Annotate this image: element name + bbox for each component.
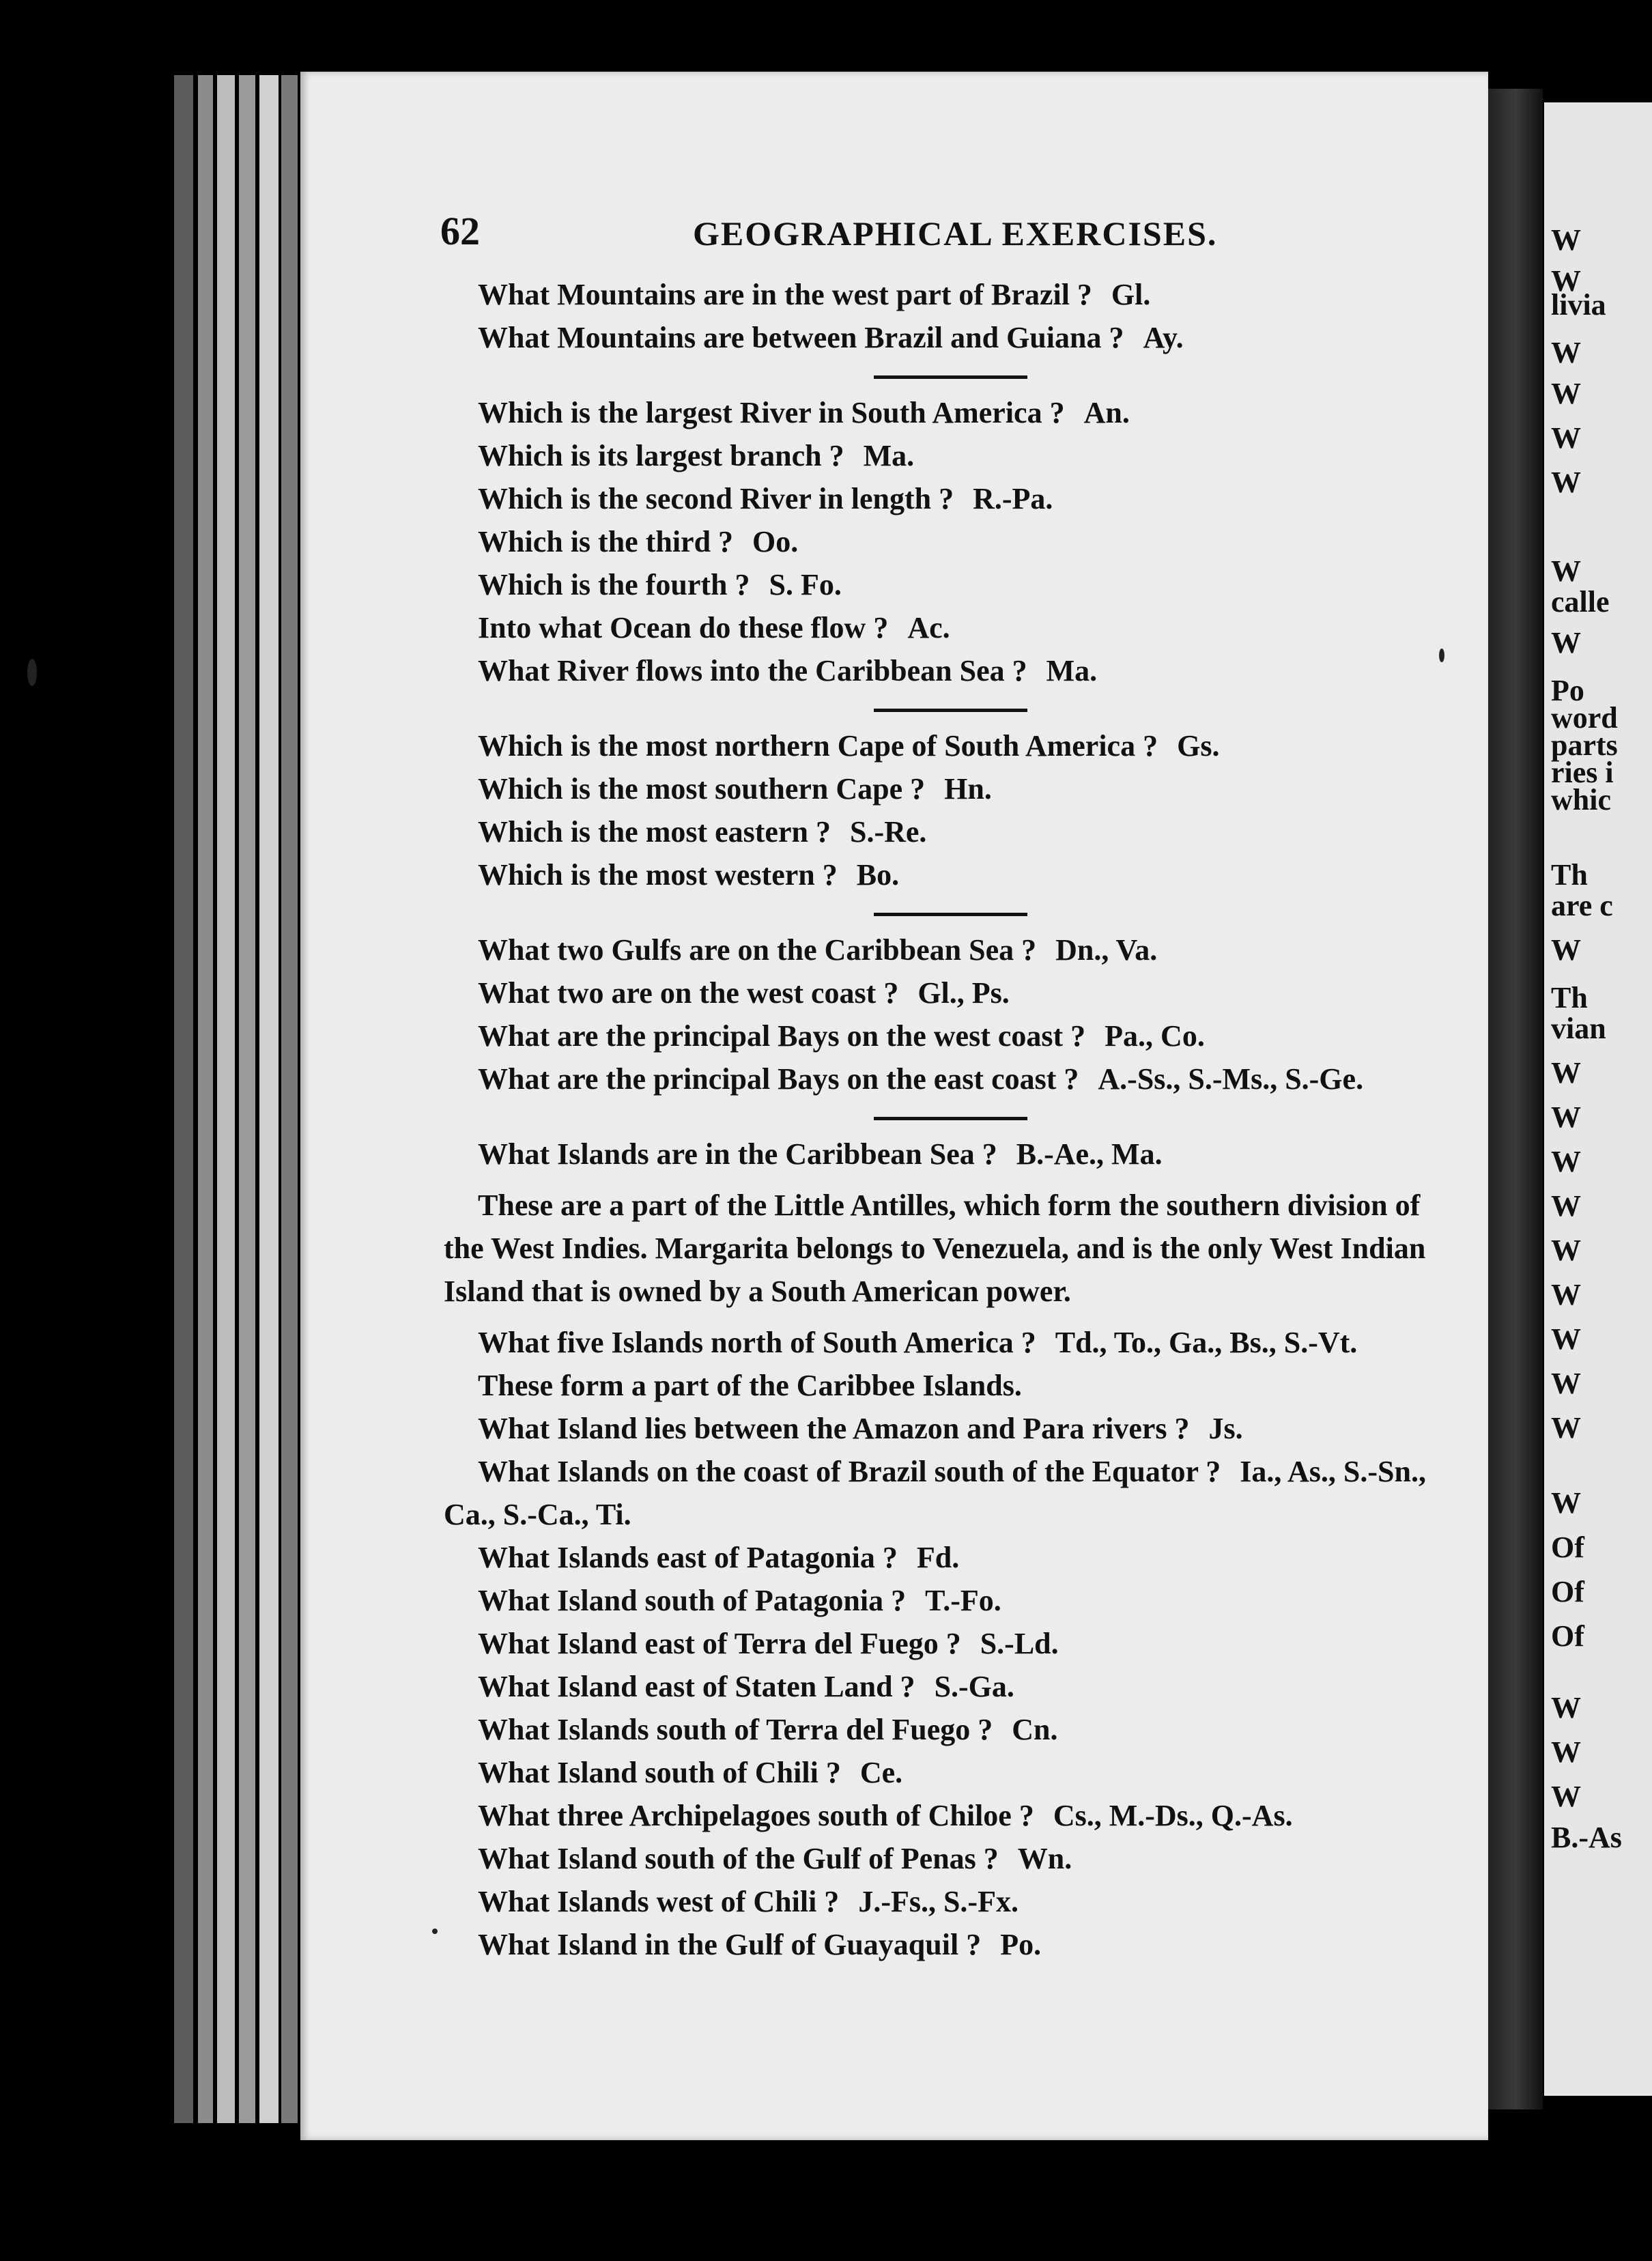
question-text: What Islands east of Patagonia ? [478, 1541, 898, 1574]
next-page-text-fragment: W [1551, 933, 1581, 967]
question-groups [444, 273, 1468, 1100]
answer-text: J.-Fs., S.-Fx. [858, 1885, 1019, 1918]
next-page-text-fragment: W [1551, 1735, 1581, 1769]
question-line [478, 1794, 1468, 1837]
next-page-text-fragment: calle [1551, 585, 1610, 618]
question-text: What Mountains are in the west part of Brazil ? [478, 278, 1092, 311]
question-text: Which is the most northern Cape of South America ? [478, 729, 1158, 763]
answer-text: Ce. [859, 1756, 903, 1789]
next-page-text-fragment: B.-As [1551, 1821, 1622, 1854]
page-edge-strip [174, 75, 193, 2123]
answer-text: Wn. [1017, 1842, 1072, 1875]
question-text: Which is its largest branch ? [478, 439, 844, 472]
next-page-text-fragment: W [1551, 1189, 1581, 1223]
question-line [478, 1923, 1468, 1966]
question-text: What Island in the Gulf of Guayaquil ? [478, 1928, 982, 1961]
next-page-text-fragment: Po [1551, 674, 1584, 707]
answer-text: Gl. [1111, 278, 1151, 311]
question-text: What Islands are in the Caribbean Sea ? [478, 1137, 997, 1171]
next-page-text-fragment: W [1551, 1486, 1581, 1520]
question-text: Which is the most eastern ? [478, 815, 831, 849]
question-text: What Island south of Chili ? [478, 1756, 841, 1789]
running-title: GEOGRAPHICAL EXERCISES. [693, 214, 1218, 253]
question-line [478, 1014, 1468, 1057]
question-line [478, 391, 1468, 434]
next-page-text-fragment: W [1551, 466, 1581, 499]
next-page-text-fragment: W [1551, 264, 1581, 298]
question-text: What are the principal Bays on the west coast ? [478, 1019, 1086, 1053]
next-page-text-fragment: W [1551, 626, 1581, 659]
answer-text: Ma. [1046, 654, 1098, 687]
question-line [478, 1133, 1468, 1176]
next-page-text-fragment: W [1551, 1691, 1581, 1724]
question-text: What Islands west of Chili ? [478, 1885, 840, 1918]
question-text: What two Gulfs are on the Caribbean Sea ? [478, 933, 1037, 967]
explanatory-note: These are a part of the Little Antilles, which form the southern division of the West Indies. Margarita belongs to Venezuela, and is the only West Indian Island that is owned by a South American power. [444, 1189, 1426, 1308]
section-separator [874, 1117, 1027, 1120]
question-line [478, 1321, 1468, 1364]
exercise-content [444, 273, 1468, 1966]
question-line [478, 1837, 1468, 1880]
section-separator [874, 375, 1027, 379]
next-page-text-fragment: ries i [1551, 756, 1614, 789]
question-line [478, 724, 1468, 767]
answer-text: Cs., M.-Ds., Q.-As. [1053, 1799, 1293, 1832]
question-line [478, 810, 1468, 853]
question-text: What two are on the west coast ? [478, 976, 899, 1010]
question-line [478, 563, 1468, 606]
answer-text: A.-Ss., S.-Ms., S.-Ge. [1098, 1062, 1364, 1096]
next-page-text-fragment: W [1551, 1145, 1581, 1178]
question-line [478, 316, 1468, 359]
question-text: What Island lies between the Amazon and Para rivers ? [478, 1412, 1190, 1445]
question-line [478, 853, 1468, 896]
question-line [478, 520, 1468, 563]
page-edges [0, 75, 314, 2123]
answer-text: Td., To., Ga., Bs., S.-Vt. [1055, 1326, 1358, 1359]
next-page-text-fragment: vian [1551, 1012, 1606, 1045]
answer-text: Oo. [752, 525, 799, 558]
question-line [478, 1622, 1468, 1665]
next-page-text-fragment: word [1551, 701, 1618, 735]
answer-text: Ma. [863, 439, 915, 472]
next-page-text-fragment: W [1551, 1411, 1581, 1445]
next-page-text-fragment: W [1551, 1278, 1581, 1311]
question-text: Which is the most western ? [478, 858, 838, 892]
next-page-text-fragment: W [1551, 1780, 1581, 1813]
next-page-text-fragment: W [1551, 554, 1581, 588]
question-line [478, 1751, 1468, 1794]
answer-text: B.-Ae., Ma. [1016, 1137, 1163, 1171]
question-text: Which is the second River in length ? [478, 482, 954, 515]
question-line [478, 1880, 1468, 1923]
next-page-text-fragment: W [1551, 1056, 1581, 1090]
question-line [478, 928, 1468, 971]
question-text: What Island south of Patagonia ? [478, 1584, 907, 1617]
question-text: What Island east of Terra del Fuego ? [478, 1627, 961, 1660]
next-page-text-fragment: W [1551, 223, 1581, 257]
page-edge-strip [259, 75, 279, 2123]
next-page-text-fragment: W [1551, 1322, 1581, 1356]
next-page-text-fragment: livia [1551, 288, 1606, 322]
next-page-text-fragment: Th [1551, 858, 1588, 892]
question-line [444, 1450, 1434, 1536]
question-line [478, 767, 1468, 810]
next-page-edge [1544, 102, 1652, 2096]
question-text: What five Islands north of South America ? [478, 1326, 1036, 1359]
answer-text: S.-Ga. [934, 1670, 1014, 1703]
question-line [478, 1665, 1468, 1708]
next-page-text-fragment: W [1551, 336, 1581, 369]
question-line [478, 971, 1468, 1014]
answer-text: Ay. [1143, 321, 1184, 354]
page-number: 62 [440, 209, 480, 253]
next-page-text-fragment: Of [1551, 1575, 1584, 1608]
island-questions [444, 1536, 1468, 1966]
explanatory-note: These form a part of the Caribbee Islands. [478, 1369, 1022, 1402]
question-text: Which is the largest River in South America ? [478, 396, 1065, 429]
question-text: What are the principal Bays on the east coast ? [478, 1062, 1079, 1096]
answer-text: Bo. [856, 858, 900, 892]
answer-text: Gl., Ps. [917, 976, 1010, 1010]
next-page-text-fragment: parts [1551, 728, 1618, 762]
question-line [478, 273, 1468, 316]
book-gutter [1488, 89, 1543, 2109]
question-line [478, 1536, 1468, 1579]
answer-text: Po. [1000, 1928, 1042, 1961]
question-text: What Mountains are between Brazil and Guiana ? [478, 321, 1124, 354]
next-page-text-fragment: Of [1551, 1531, 1584, 1564]
question-text: What Island east of Staten Land ? [478, 1670, 915, 1703]
print-speck [432, 1929, 438, 1934]
question-line [478, 1057, 1468, 1100]
next-page-text-fragment: W [1551, 377, 1581, 410]
question-text: What Islands south of Terra del Fuego ? [478, 1713, 993, 1746]
question-text: What Islands on the coast of Brazil south of the Equator ? [478, 1455, 1221, 1488]
print-speck [27, 659, 37, 686]
answer-text: Gs. [1177, 729, 1220, 763]
answer-text: Ia., As., S.-Sn., Ca., S.-Ca., Ti. [444, 1455, 1426, 1531]
next-page-text-fragment: whic [1551, 783, 1611, 816]
question-text: Which is the third ? [478, 525, 734, 558]
answer-text: Ac. [907, 611, 950, 644]
question-text: Which is the most southern Cape ? [478, 772, 926, 806]
answer-text: S. Fo. [769, 568, 842, 601]
next-page-text-fragment: W [1551, 421, 1581, 455]
page-edge-strip [239, 75, 255, 2123]
answer-text: Hn. [944, 772, 992, 806]
section-separator [874, 709, 1027, 712]
answer-text: Cn. [1012, 1713, 1058, 1746]
answer-text: Js. [1208, 1412, 1243, 1445]
print-speck [1439, 649, 1444, 662]
question-line [478, 1407, 1468, 1450]
question-text: What three Archipelagoes south of Chiloe ? [478, 1799, 1034, 1832]
answer-text: S.-Re. [849, 815, 927, 849]
question-line [478, 649, 1468, 692]
answer-text: Fd. [916, 1541, 960, 1574]
next-page-text-fragment: W [1551, 1367, 1581, 1400]
page-edge-strip [217, 75, 235, 2123]
next-page-text-fragment: W [1551, 1100, 1581, 1134]
question-line [478, 1708, 1468, 1751]
page-edge-strip [198, 75, 213, 2123]
question-text: Into what Ocean do these flow ? [478, 611, 889, 644]
answer-text: T.-Fo. [925, 1584, 1001, 1617]
question-line [478, 606, 1468, 649]
question-text: Which is the fourth ? [478, 568, 750, 601]
page-edge-strip [281, 75, 298, 2123]
question-line [478, 477, 1468, 520]
question-line [478, 434, 1468, 477]
next-page-text-fragment: are c [1551, 889, 1613, 922]
answer-text: Dn., Va. [1055, 933, 1158, 967]
question-text: What River flows into the Caribbean Sea ? [478, 654, 1027, 687]
answer-text: An. [1083, 396, 1130, 429]
next-page-text-fragment: W [1551, 1234, 1581, 1267]
answer-text: R.-Pa. [973, 482, 1053, 515]
question-text: What Island south of the Gulf of Penas ? [478, 1842, 999, 1875]
answer-text: S.-Ld. [980, 1627, 1059, 1660]
next-page-text-fragment: Th [1551, 981, 1588, 1014]
section-separator [874, 913, 1027, 916]
next-page-text-fragment: Of [1551, 1619, 1584, 1653]
page-header [440, 208, 1225, 263]
question-line [478, 1579, 1468, 1622]
answer-text: Pa., Co. [1105, 1019, 1205, 1053]
